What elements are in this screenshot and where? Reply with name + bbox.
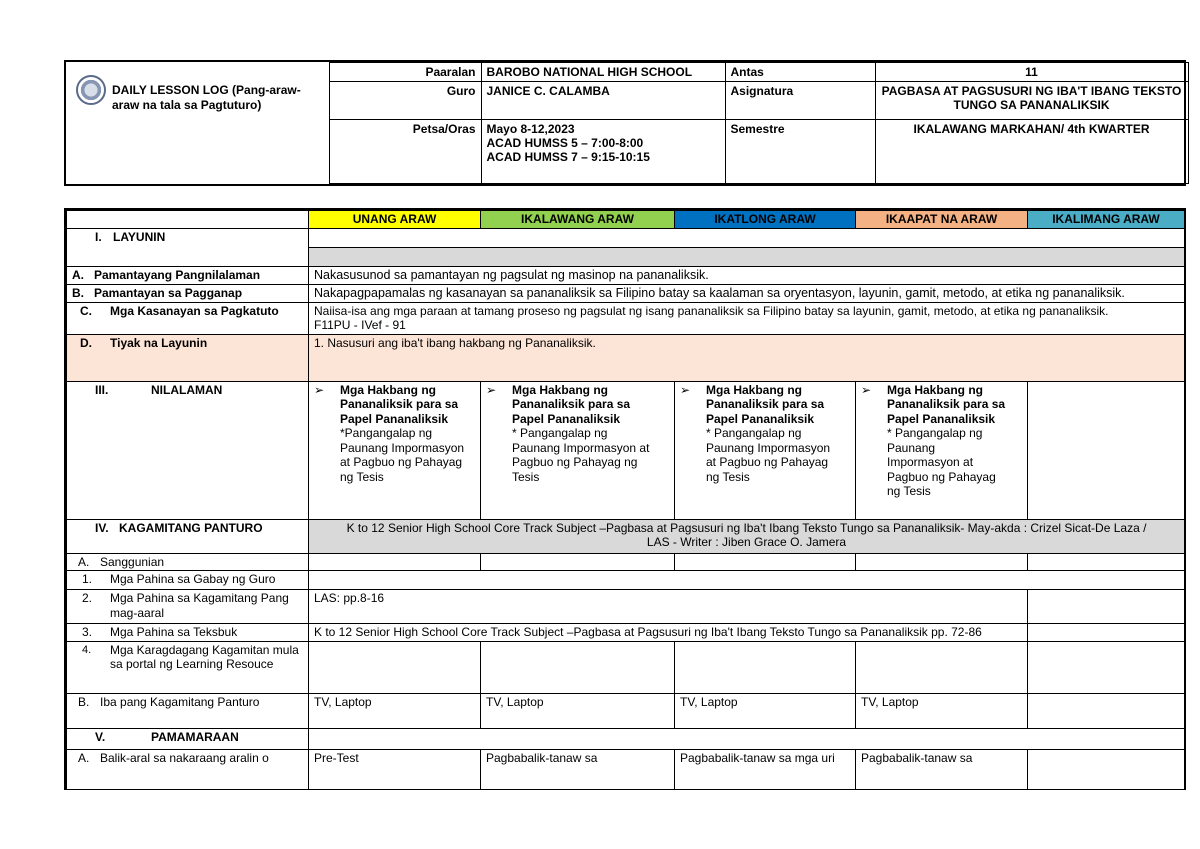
learning-resource-label: [67, 641, 309, 693]
sanggunian-d5: [1028, 553, 1185, 571]
nil-1-sub-2: Paunang Impormasyon: [340, 440, 465, 455]
nil-3-line-3: Papel Pananaliksik: [706, 411, 815, 426]
nilalaman-day-4: [856, 381, 1028, 519]
pamantayang-pangnilalaman-label: [67, 266, 309, 284]
nil-4-sub-1: * Pangangalap ng: [887, 426, 983, 440]
item-1-title: Mga Pahina sa Gabay ng Guro: [110, 572, 276, 586]
arrow-bullet-icon: ➢: [680, 382, 691, 397]
gabay-guro-label: [67, 571, 309, 590]
kasanayan-label: [67, 302, 309, 334]
tiyak-layunin-label: [67, 334, 309, 381]
pamamaraan-num: V.: [95, 729, 106, 744]
nilalaman-title: NILALAMAN: [151, 382, 223, 397]
iba-pang-title: Iba pang Kagamitang Panturo: [100, 694, 260, 709]
kasanayan-description: Naiisa-isa ang mga paraan at tamang proseso ng pagsulat ng isang pananaliksik sa Filipino batay sa layunin, gamit, metodo, at etika ng pananaliksik.: [314, 303, 1109, 318]
arrow-bullet-icon: ➢: [861, 382, 872, 397]
layunin-blank: [309, 228, 1185, 247]
row-a-title: Pamantayang Pangnilalaman: [94, 267, 261, 282]
nil-2-line-3: Papel Pananaliksik: [512, 411, 621, 426]
row-letter-b: B.: [72, 285, 84, 300]
sanggunian-d2: [481, 553, 675, 571]
guro-label: Guro: [329, 82, 481, 120]
lesson-log-table: [64, 208, 1186, 790]
antas-value: 11: [875, 63, 1188, 82]
kagamitang-pang-mag-aaral-d5: [1028, 590, 1185, 624]
row-letter-a: A.: [72, 267, 84, 282]
balik-aral-d4: Pagbabalik-tanaw sa: [856, 749, 1028, 789]
balik-aral-label: [67, 749, 309, 789]
petsa-value: [481, 120, 725, 184]
nil-4-line-3: Papel Pananaliksik: [887, 411, 996, 426]
nil-4-sub-2: Paunang: [887, 440, 936, 455]
nil-2-sub-1: * Pangangalap ng: [512, 426, 608, 440]
balik-aral-d2: Pagbabalik-tanaw sa: [481, 749, 675, 789]
deped-seal-icon: [76, 75, 106, 105]
kagamitan-heading: [67, 519, 309, 553]
nilalaman-heading: [67, 381, 309, 519]
asignatura-label: Asignatura: [725, 82, 875, 120]
paaralan-value: BAROBO NATIONAL HIGH SCHOOL: [481, 63, 725, 82]
paaralan-label: Paaralan: [329, 63, 481, 82]
nil-3-sub-3: at Pagbuo ng Pahayag: [706, 455, 829, 469]
tiyak-layunin-text: 1. Nasusuri ang iba't ibang hakbang ng Pananaliksik.: [309, 334, 1185, 381]
pamamaraan-blank: [309, 728, 1185, 749]
layunin-num: I.: [95, 229, 102, 244]
teksbuk-value: K to 12 Senior High School Core Track Subject –Pagbasa at Pagsusuri ng Iba't Ibang Teksto Tungo sa Pananaliksik pp. 72-86: [309, 624, 1028, 642]
kagamitan-text: K to 12 Senior High School Core Track Subject –Pagbasa at Pagsusuri ng Iba't Ibang Teksto Tungo sa Pananaliksik- May-akda : Crizel Sicat-De Laza / LAS - Writer : Jiben Grace O. Jamera: [309, 519, 1185, 553]
layunin-title: LAYUNIN: [113, 229, 166, 244]
nil-3-line-2: Pananaliksik para sa: [706, 397, 825, 411]
row-b-title: Pamantayan sa Pagganap: [94, 285, 243, 300]
nilalaman-day-3: [675, 381, 856, 519]
nil-1-line-1: Mga Hakbang ng: [340, 382, 437, 397]
nilalaman-day-2: [481, 381, 675, 519]
iba-pang-d4: TV, Laptop: [856, 693, 1028, 728]
iba-pang-letter: B.: [78, 694, 90, 709]
pamantayang-pangnilalaman-text: Nakasusunod sa pamantayan ng pagsulat ng masinop na pananaliksik.: [309, 266, 1185, 284]
nil-2-line-1: Mga Hakbang ng: [512, 382, 609, 397]
item-2-title: Mga Pahina sa Kagamitang Pang mag-aaral: [110, 591, 289, 620]
item-3-title: Mga Pahina sa Teksbuk: [110, 625, 238, 639]
iba-pang-d5: [1028, 693, 1185, 728]
balik-aral-d1: Pre-Test: [309, 749, 481, 789]
petsa-time-1: ACAD HUMSS 5 – 7:00-8:00: [486, 136, 644, 150]
balik-aral-title: Balik-aral sa nakaraang aralin o: [100, 750, 269, 765]
nil-1-line-2: Pananaliksik para sa: [340, 397, 459, 411]
kasanayan-code: F11PU - IVef - 91: [314, 318, 406, 332]
nilalaman-day-1: [309, 381, 481, 519]
balik-aral-d3: Pagbabalik-tanaw sa mga uri: [675, 749, 856, 789]
nil-3-sub-1: * Pangangalap ng: [706, 426, 802, 440]
pamantayan-pagganap-label: [67, 284, 309, 302]
learning-resource-d2: [481, 641, 675, 693]
asignatura-value: PAGBASA AT PAGSUSURI NG IBA'T IBANG TEKSTO TUNGO SA PANANALIKSIK: [875, 82, 1188, 120]
balik-aral-letter: A.: [78, 750, 90, 765]
gabay-guro-value: [309, 571, 1185, 590]
sanggunian-d1: [309, 553, 481, 571]
pamamaraan-heading: [67, 728, 309, 749]
header-logo-cell: [66, 63, 329, 184]
nil-4-sub-5: ng Tesis: [887, 484, 931, 498]
arrow-bullet-icon: ➢: [314, 382, 325, 397]
kagamitang-pang-mag-aaral-value: LAS: pp.8-16: [309, 590, 1028, 624]
item-4-title: Mga Karagdagang Kagamitan mula sa portal ng Learning Resouce: [110, 642, 299, 671]
corner-cell: [67, 211, 309, 229]
nil-1-line-3: Papel Pananaliksik: [340, 411, 449, 426]
sanggunian-d4: [856, 553, 1028, 571]
nil-2-sub-4: Tesis: [512, 469, 540, 484]
day-header-4: IKAAPAT NA ARAW: [856, 211, 1028, 229]
arrow-bullet-icon: ➢: [486, 382, 497, 397]
day-header-5: IKALIMANG ARAW: [1028, 211, 1185, 229]
item-3-num: 3.: [82, 625, 93, 639]
petsa-time-2: ACAD HUMSS 7 – 9:15-10:15: [486, 150, 650, 164]
nil-4-sub-3: Impormasyon at: [887, 455, 974, 469]
iba-pang-d3: TV, Laptop: [675, 693, 856, 728]
day-header-3: IKATLONG ARAW: [675, 211, 856, 229]
semestre-value: IKALAWANG MARKAHAN/ 4th KWARTER: [875, 120, 1188, 184]
iba-pang-kagamitan-label: [67, 693, 309, 728]
row-letter-d: D.: [80, 335, 92, 350]
day-header-2: IKALAWANG ARAW: [481, 211, 675, 229]
layunin-heading: [67, 228, 309, 266]
nil-3-sub-4: ng Tesis: [706, 469, 750, 484]
nil-4-line-1: Mga Hakbang ng: [887, 382, 984, 397]
pamamaraan-title: PAMAMARAAN: [151, 729, 239, 744]
nilalaman-day-5: [1028, 381, 1185, 519]
kagamitang-pang-mag-aaral-label: [67, 590, 309, 624]
kagamitan-num: IV.: [95, 520, 109, 535]
sanggunian-letter: A.: [78, 554, 90, 569]
log-title: DAILY LESSON LOG (Pang-araw-araw na tala sa Pagtuturo): [112, 82, 301, 112]
sanggunian-title: Sanggunian: [100, 554, 165, 569]
learning-resource-d3: [675, 641, 856, 693]
antas-label: Antas: [725, 63, 875, 82]
nil-2-line-2: Pananaliksik para sa: [512, 397, 631, 411]
sanggunian-d3: [675, 553, 856, 571]
semestre-label: Semestre: [725, 120, 875, 184]
layunin-gray-band: [309, 247, 1185, 266]
kagamitan-title: KAGAMITANG PANTURO: [119, 520, 263, 535]
learning-resource-d1: [309, 641, 481, 693]
balik-aral-d5: [1028, 749, 1185, 789]
iba-pang-d2: TV, Laptop: [481, 693, 675, 728]
iba-pang-d1: TV, Laptop: [309, 693, 481, 728]
sanggunian-label: [67, 553, 309, 571]
learning-resource-d5: [1028, 641, 1185, 693]
teksbuk-label: [67, 624, 309, 642]
teksbuk-d5: [1028, 624, 1185, 642]
item-4-num: 4.: [82, 643, 92, 656]
nil-1-sub-4: ng Tesis: [340, 469, 384, 484]
nil-2-sub-3: Pagbuo ng Pahayag ng: [512, 455, 638, 469]
lesson-log-header: [64, 60, 1186, 186]
nil-2-sub-2: Paunang Impormasyon at: [512, 440, 650, 455]
nil-4-line-2: Pananaliksik para sa: [887, 397, 1006, 411]
item-1-num: 1.: [82, 572, 93, 586]
nil-3-sub-2: Paunang Impormasyon: [706, 440, 831, 455]
petsa-label: Petsa/Oras: [329, 120, 481, 184]
kasanayan-text: [309, 302, 1185, 334]
day-header-1: UNANG ARAW: [309, 211, 481, 229]
nilalaman-num: III.: [95, 382, 109, 397]
nil-4-sub-4: Pagbuo ng Pahayag: [887, 469, 996, 484]
item-2-num: 2.: [82, 591, 93, 605]
nil-1-sub-3: at Pagbuo ng Pahayag: [340, 455, 463, 469]
row-d-title: Tiyak na Layunin: [110, 335, 208, 350]
learning-resource-d4: [856, 641, 1028, 693]
nil-3-line-1: Mga Hakbang ng: [706, 382, 803, 397]
petsa-date: Mayo 8-12,2023: [486, 122, 575, 136]
guro-value: JANICE C. CALAMBA: [481, 82, 725, 120]
nil-1-sub-1: *Pangangalap ng: [340, 426, 433, 440]
row-letter-c: C.: [80, 303, 92, 318]
pamantayan-pagganap-text: Nakapagpapamalas ng kasanayan sa pananaliksik sa Filipino batay sa kaalaman sa oryentasyon, layunin, gamit, metodo, at etika ng pananaliksik.: [309, 284, 1185, 302]
row-c-title: Mga Kasanayan sa Pagkatuto: [110, 303, 279, 318]
